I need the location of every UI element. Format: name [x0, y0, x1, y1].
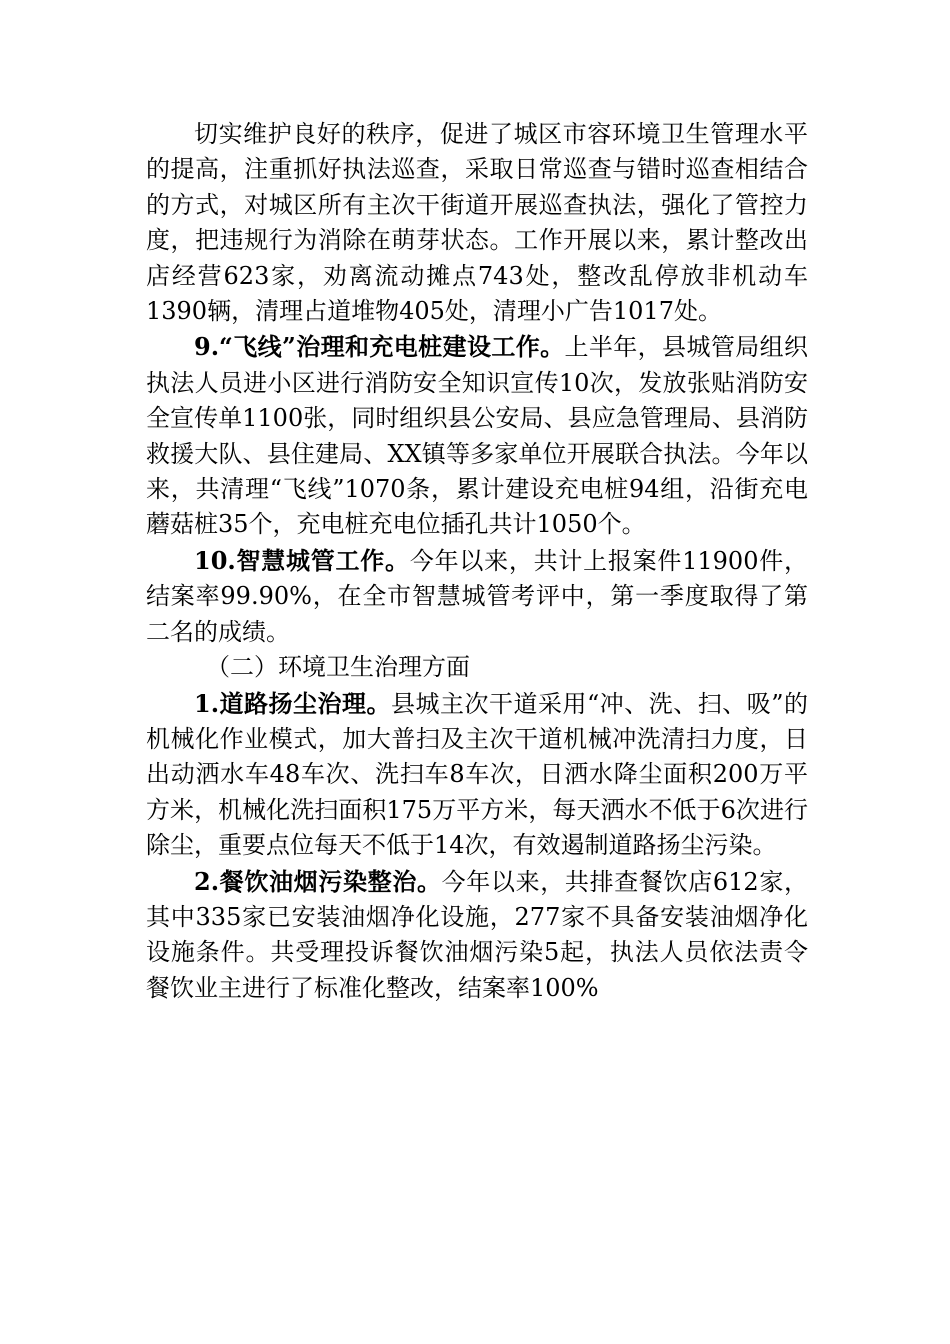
paragraph-cooking-fume-control: [146, 864, 808, 1007]
paragraph-text: 今年以来，共计上报案件11900件，结案率99.90%，在全市智慧城管考评中，第一季度取得了第二名的成绩。: [146, 546, 808, 646]
paragraph-text: 切实维护良好的秩序，促进了城区市容环境卫生管理水平的提高，注重抓好执法巡查，采取日常巡查与错时巡查相结合的方式，对城区所有主次干街道开展巡查执法，强化了管控力度，把违规行为消除在萌芽状态。工作开展以来，累计整改出店经营623家，劝离流动摊点743处，整改乱停放非机动车1390辆，清理占道堆物405处，清理小广告1017处。: [146, 120, 808, 326]
paragraph-flying-wire-charging: [146, 329, 808, 542]
paragraph-heading: 1.道路扬尘治理。: [194, 688, 392, 718]
paragraph-heading: 10.智慧城管工作。: [194, 545, 410, 575]
paragraph-text: 今年以来，共排查餐饮店612家，其中335家已安装油烟净化设施，277家不具备安装油烟净化设施条件。共受理投诉餐饮油烟污染5起，执法人员依法责令餐饮业主进行了标准化整改，结案率100%: [146, 867, 808, 1002]
paragraph-heading: 2.餐饮油烟污染整治。: [194, 866, 442, 896]
paragraph-text: 县城主次干道采用“冲、洗、扫、吸”的机械化作业模式，加大普扫及主次干道机械冲洗清扫力度，日出动洒水车48车次、洗扫车8车次，日洒水降尘面积200万平方米，机械化洗扫面积175万平方米，每天洒水不低于6次进行除尘，重要点位每天不低于14次，有效遏制道路扬尘污染。: [146, 689, 808, 860]
document-page: [146, 117, 808, 1006]
paragraph-heading: 9.“飞线”治理和充电桩建设工作。: [194, 332, 565, 362]
paragraph-smart-city-management: [146, 543, 808, 650]
paragraph-road-dust-control: [146, 686, 808, 864]
paragraph-order-maintenance: [146, 117, 808, 329]
paragraph-text: 上半年，县城管局组织执法人员进小区进行消防安全知识宣传10次，发放张贴消防安全宣传单1100张，同时组织县公安局、县应急管理局、县消防救援大队、县住建局、XX镇等多家单位开展联合执法。今年以来，共清理“飞线”1070条，累计建设充电桩94组，沿街充电蘑菇桩35个，充电桩充电位插孔共计1050个。: [146, 333, 808, 539]
section-heading-environmental-sanitation: （二）环境卫生治理方面: [206, 653, 470, 682]
